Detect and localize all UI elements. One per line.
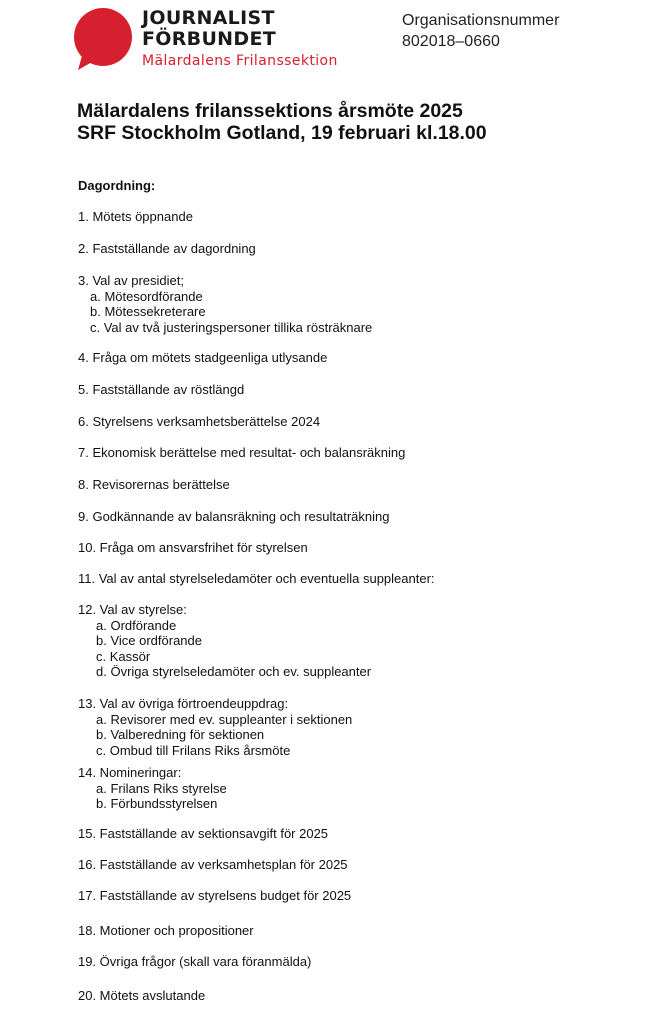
org-number-value: 802018–0660 bbox=[402, 33, 500, 50]
agenda-subitem: b. Mötessekreterare bbox=[90, 304, 206, 319]
agenda-item: 20. Mötets avslutande bbox=[78, 988, 206, 1003]
logo-text-forbundet: FÖRBUNDET bbox=[142, 28, 276, 50]
agenda-item-title: 14. Nomineringar: bbox=[78, 765, 182, 780]
agenda-item: 18. Motioner och propositioner bbox=[78, 923, 254, 938]
org-number-label: Organisationsnummer bbox=[402, 12, 560, 29]
agenda-subitem: a. Ordförande bbox=[96, 617, 177, 633]
agenda-item: 15. Fastställande av sektionsavgift för 2025 bbox=[78, 826, 329, 841]
agenda-subitem: c. Val av två justeringspersoner tillika rösträknare bbox=[90, 319, 373, 335]
agenda-item: 17. Fastställande av styrelsens budget för 2025 bbox=[78, 888, 352, 903]
agenda-subitem: a. Frilans Riks styrelse bbox=[96, 780, 227, 796]
agenda-subitem: d. Övriga styrelseledamöter och ev. suppleanter bbox=[96, 664, 372, 679]
organisation-number-block bbox=[402, 10, 559, 52]
agenda-item: 7. Ekonomisk berättelse med resultat- och balansräkning bbox=[78, 445, 406, 460]
logo-text-journalist: JOURNALIST bbox=[142, 7, 275, 29]
speech-bubble-icon bbox=[72, 8, 134, 70]
agenda-item bbox=[78, 273, 372, 335]
agenda-heading: Dagordning: bbox=[78, 178, 156, 193]
agenda-item-title: 13. Val av övriga förtroendeuppdrag: bbox=[78, 696, 289, 711]
agenda-item bbox=[78, 696, 352, 758]
agenda-item: 10. Fråga om ansvarsfrihet för styrelsen bbox=[78, 540, 308, 555]
agenda-subitem: b. Förbundsstyrelsen bbox=[96, 796, 218, 811]
journalistforbundet-logo bbox=[72, 8, 362, 74]
agenda-subitem: c. Ombud till Frilans Riks årsmöte bbox=[96, 742, 291, 758]
agenda-subitem: a. Mötesordförande bbox=[90, 288, 203, 304]
agenda-item-title: 12. Val av styrelse: bbox=[78, 602, 187, 617]
agenda-item: 2. Fastställande av dagordning bbox=[78, 241, 256, 256]
logo-text-section: Mälardalens Frilanssektion bbox=[142, 53, 338, 69]
agenda-item-title: 3. Val av presidiet; bbox=[78, 273, 184, 288]
agenda-item bbox=[78, 765, 227, 812]
agenda-item: 1. Mötets öppnande bbox=[78, 209, 193, 224]
agenda-item: 16. Fastställande av verksamhetsplan för 2025 bbox=[78, 857, 348, 872]
title-line-2: SRF Stockholm Gotland, 19 februari kl.18.00 bbox=[77, 122, 487, 144]
agenda-item: 5. Fastställande av röstlängd bbox=[78, 382, 245, 397]
agenda-subitem: b. Vice ordförande bbox=[96, 633, 202, 648]
agenda-item bbox=[78, 602, 371, 680]
agenda-item: 8. Revisorernas berättelse bbox=[78, 477, 230, 492]
agenda-item: 19. Övriga frågor (skall vara föranmälda) bbox=[78, 954, 312, 969]
agenda-item: 4. Fråga om mötets stadgeenliga utlysande bbox=[78, 350, 328, 365]
agenda-item: 6. Styrelsens verksamhetsberättelse 2024 bbox=[78, 414, 321, 429]
agenda-subitem: c. Kassör bbox=[96, 648, 151, 664]
agenda-item: 11. Val av antal styrelseledamöter och eventuella suppleanter: bbox=[78, 571, 435, 586]
agenda-subitem: a. Revisorer med ev. suppleanter i sektionen bbox=[96, 711, 353, 727]
title-line-1: Mälardalens frilanssektions årsmöte 2025 bbox=[77, 100, 463, 122]
agenda-subitem: b. Valberedning för sektionen bbox=[96, 727, 265, 742]
agenda-item: 9. Godkännande av balansräkning och resultaträkning bbox=[78, 509, 390, 524]
page-title bbox=[77, 100, 487, 144]
